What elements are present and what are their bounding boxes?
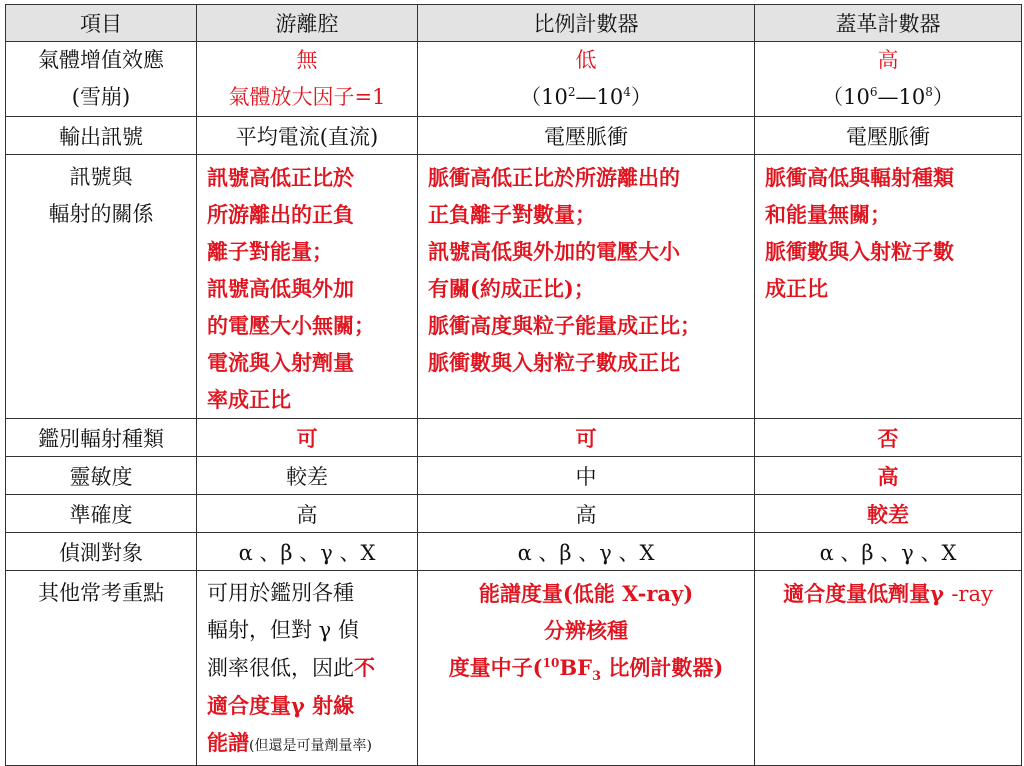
other-ion-line3a: 測率很低，因此 xyxy=(207,656,354,680)
cell-gain-ion xyxy=(197,42,418,117)
row-gas-gain xyxy=(6,42,1022,117)
relation-prop-line: 脈衝高度與粒子能量成正比； xyxy=(428,313,701,338)
header-proportional-counter: 比例計數器 xyxy=(418,5,755,42)
gain-prop-exp1: 2 xyxy=(567,85,576,99)
other-geiger-line1 xyxy=(755,575,1021,613)
other-prop-line3c: 比例計數器) xyxy=(601,655,724,680)
accuracy-prop: 高 xyxy=(418,495,755,533)
label-accuracy: 準確度 xyxy=(6,495,197,533)
gain-geiger-exp2: 8 xyxy=(925,85,933,99)
output-geiger: 電壓脈衝 xyxy=(755,117,1022,155)
other-ion-line5-note: (但還是可量劑量率) xyxy=(249,738,372,754)
sensitivity-prop: 中 xyxy=(418,457,755,495)
gain-prop-dash: —10 xyxy=(575,85,624,109)
accuracy-geiger: 較差 xyxy=(755,495,1022,533)
other-prop-line3b: BF xyxy=(559,655,592,680)
label-discriminate: 鑑別輻射種類 xyxy=(6,419,197,457)
other-geiger xyxy=(755,571,1022,766)
target-geiger: α 、β 、γ 、X xyxy=(755,533,1022,571)
relation-geiger-line: 和能量無關； xyxy=(765,202,891,227)
relation-prop-line: 正負離子對數量； xyxy=(428,202,596,227)
other-prop-line3 xyxy=(418,649,754,686)
discriminate-ion: 可 xyxy=(197,419,418,457)
label-other-points: 其他常考重點 xyxy=(6,571,197,766)
label-target: 偵測對象 xyxy=(6,533,197,571)
discriminate-geiger: 否 xyxy=(755,419,1022,457)
gain-geiger-exp1: 6 xyxy=(869,85,878,99)
header-ion-chamber: 游離腔 xyxy=(197,5,418,42)
other-ion-line5-main: 能譜 xyxy=(207,730,249,755)
other-prop-line2: 分辨核種 xyxy=(544,618,628,643)
header-geiger-counter: 蓋革計數器 xyxy=(755,5,1022,42)
cell-gain-geiger xyxy=(755,42,1022,117)
relation-prop-line: 脈衝數與入射粒子數成正比 xyxy=(428,350,680,375)
other-ion-line4: 適合度量γ 射線 xyxy=(207,693,355,718)
other-geiger-line1b: -ray xyxy=(951,582,993,606)
other-prop-line3-sub: 3 xyxy=(592,669,602,685)
gain-geiger-close: ） xyxy=(932,85,954,109)
label-gas-gain-line1: 氣體增值效應 xyxy=(38,48,164,72)
other-ion-line2: 輻射，但對 γ 偵 xyxy=(207,618,359,642)
row-accuracy xyxy=(6,495,1022,533)
accuracy-ion: 高 xyxy=(197,495,418,533)
relation-ion-line: 離子對能量； xyxy=(207,239,333,264)
row-other-points xyxy=(6,571,1022,766)
gain-geiger-dash: —10 xyxy=(877,85,926,109)
other-prop-line3-sup: 10 xyxy=(542,656,560,670)
detector-comparison-table xyxy=(5,4,1022,766)
discriminate-prop: 可 xyxy=(418,419,755,457)
relation-prop-line: 脈衝高低正比於所游離出的 xyxy=(428,165,680,190)
sensitivity-ion: 較差 xyxy=(197,457,418,495)
relation-geiger-line: 脈衝數與入射粒子數 xyxy=(765,239,954,264)
relation-ion-line: 率成正比 xyxy=(207,387,291,412)
other-geiger-line1a: 適合度量低劑量γ xyxy=(783,581,952,606)
target-prop: α 、β 、γ 、X xyxy=(418,533,755,571)
label-relation-line2: 輻射的關係 xyxy=(48,202,154,226)
relation-ion xyxy=(197,155,418,419)
gain-prop-range xyxy=(418,79,754,116)
other-ion-line3b: 不 xyxy=(354,655,375,680)
relation-geiger xyxy=(755,155,1022,419)
gain-geiger-range xyxy=(755,79,1021,116)
relation-geiger-line: 成正比 xyxy=(765,276,828,301)
label-gas-gain-line2: (雪崩) xyxy=(71,85,131,109)
label-signal-relation xyxy=(6,155,197,419)
relation-ion-line: 的電壓大小無關； xyxy=(207,313,375,338)
label-relation-line1: 訊號與 xyxy=(69,165,133,189)
label-gas-gain xyxy=(6,42,197,117)
gain-geiger-level: 高 xyxy=(877,48,899,72)
gain-prop-open: （10 xyxy=(520,85,568,109)
gain-geiger-open: （10 xyxy=(822,85,870,109)
relation-geiger-line: 脈衝高低與輻射種類 xyxy=(765,165,954,190)
row-target xyxy=(6,533,1022,571)
label-output-signal: 輸出訊號 xyxy=(6,117,197,155)
relation-prop xyxy=(418,155,755,419)
relation-prop-line: 訊號高低與外加的電壓大小 xyxy=(428,239,680,264)
label-sensitivity: 靈敏度 xyxy=(6,457,197,495)
gain-prop-close: ） xyxy=(630,85,652,109)
cell-gain-prop xyxy=(418,42,755,117)
gain-prop-exp2: 4 xyxy=(623,85,631,99)
header-row xyxy=(6,5,1022,42)
row-signal-relation xyxy=(6,155,1022,419)
relation-ion-line: 訊號高低正比於 xyxy=(207,165,354,190)
relation-ion-line: 訊號高低與外加 xyxy=(207,276,354,301)
relation-ion-line: 電流與入射劑量 xyxy=(207,350,354,375)
gain-prop-level: 低 xyxy=(575,48,597,72)
row-output-signal xyxy=(6,117,1022,155)
gain-ion-note: 氣體放大因子=1 xyxy=(228,85,386,109)
sensitivity-geiger: 高 xyxy=(755,457,1022,495)
other-prop xyxy=(418,571,755,766)
row-sensitivity xyxy=(6,457,1022,495)
output-prop: 電壓脈衝 xyxy=(418,117,755,155)
relation-prop-line: 有關(約成正比)； xyxy=(428,276,595,301)
relation-ion-line: 所游離出的正負 xyxy=(207,202,354,227)
row-discriminate xyxy=(6,419,1022,457)
gain-ion-level: 無 xyxy=(296,48,318,72)
header-item: 項目 xyxy=(6,5,197,42)
other-prop-line1: 能譜度量(低能 X-ray) xyxy=(478,581,694,606)
other-ion-line1: 可用於鑑別各種 xyxy=(207,581,354,605)
target-ion: α 、β 、γ 、X xyxy=(197,533,418,571)
other-ion-line5 xyxy=(207,724,417,765)
output-ion: 平均電流(直流) xyxy=(197,117,418,155)
other-ion xyxy=(197,571,418,766)
other-ion-line3 xyxy=(207,649,417,687)
other-prop-line3a: 度量中子( xyxy=(448,655,543,680)
